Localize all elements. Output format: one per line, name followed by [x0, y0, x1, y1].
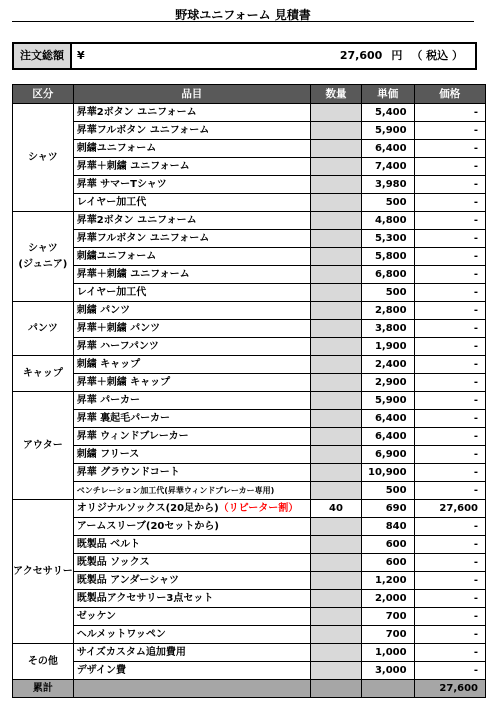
price-cell: -: [414, 536, 485, 554]
price-cell: -: [414, 374, 485, 392]
order-total-amount-group: [340, 44, 463, 68]
qty-input-cell[interactable]: [310, 644, 361, 662]
qty-input-cell[interactable]: [310, 464, 361, 482]
table-row: [13, 536, 486, 554]
item-label: レイヤー加工代: [76, 196, 147, 208]
sum-row: [13, 680, 486, 698]
unit-price-cell: 600: [362, 536, 415, 554]
unit-price-cell: 2,000: [362, 590, 415, 608]
qty-input-cell[interactable]: [310, 356, 361, 374]
item-label: 刺繍 フリース: [76, 448, 140, 460]
item-cell: [73, 428, 310, 446]
category-label: シャツ: [27, 151, 58, 163]
item-label: オリジナルソックス(20足から): [76, 502, 219, 514]
item-label: 既製品 ソックス: [76, 556, 150, 568]
order-total-unit: 円: [391, 49, 403, 62]
price-cell: -: [414, 644, 485, 662]
header-item: 品目: [73, 85, 310, 104]
order-total-box: [12, 42, 477, 70]
item-cell: [73, 554, 310, 572]
unit-price-cell: 5,800: [362, 248, 415, 266]
item-cell: [73, 248, 310, 266]
item-cell: [73, 518, 310, 536]
qty-input-cell[interactable]: [310, 248, 361, 266]
table-row: [13, 518, 486, 536]
item-cell: [73, 410, 310, 428]
table-row: [13, 122, 486, 140]
item-cell: [73, 140, 310, 158]
sum-empty: [362, 680, 415, 698]
unit-price-cell: 6,800: [362, 266, 415, 284]
qty-input-cell[interactable]: [310, 176, 361, 194]
item-label: ベンチレーション加工代(昇華ウィンドブレーカー専用): [76, 485, 275, 495]
qty-input-cell[interactable]: [310, 212, 361, 230]
item-cell: [73, 482, 310, 500]
estimate-table-body: [13, 104, 486, 698]
item-cell: [73, 158, 310, 176]
sum-label: 累計: [13, 680, 74, 698]
category-cell: [13, 644, 74, 680]
item-label: レイヤー加工代: [76, 286, 147, 298]
item-cell: [73, 176, 310, 194]
price-cell: -: [414, 392, 485, 410]
category-label: キャップ: [22, 367, 63, 379]
table-row: [13, 626, 486, 644]
unit-price-cell: 500: [362, 194, 415, 212]
item-cell: [73, 338, 310, 356]
price-cell: -: [414, 284, 485, 302]
table-row: [13, 320, 486, 338]
price-cell: -: [414, 482, 485, 500]
unit-price-cell: 1,900: [362, 338, 415, 356]
item-label: 刺繍ユニフォーム: [76, 250, 157, 262]
unit-price-cell: 3,980: [362, 176, 415, 194]
table-row: [13, 554, 486, 572]
unit-price-cell: 5,400: [362, 104, 415, 122]
table-row: [13, 248, 486, 266]
price-cell: -: [414, 662, 485, 680]
table-row: [13, 662, 486, 680]
item-label: サイズカスタム追加費用: [76, 646, 186, 658]
qty-input-cell[interactable]: [310, 626, 361, 644]
qty-input-cell[interactable]: [310, 590, 361, 608]
table-row: [13, 608, 486, 626]
unit-price-cell: 5,900: [362, 392, 415, 410]
unit-price-cell: 700: [362, 626, 415, 644]
item-label: 昇華 サマーTシャツ: [76, 178, 167, 190]
sum-empty: [73, 680, 310, 698]
item-label: 昇華 グラウンドコート: [76, 466, 180, 478]
unit-price-cell: 600: [362, 554, 415, 572]
unit-price-cell: 840: [362, 518, 415, 536]
table-row: [13, 410, 486, 428]
order-total-amount: 27,600: [339, 49, 383, 62]
item-cell: [73, 212, 310, 230]
qty-input-cell[interactable]: [310, 392, 361, 410]
item-cell: [73, 284, 310, 302]
qty-input-cell[interactable]: 40: [310, 500, 361, 518]
unit-price-cell: 6,400: [362, 140, 415, 158]
unit-price-cell: 2,400: [362, 356, 415, 374]
unit-price-cell: 7,400: [362, 158, 415, 176]
price-cell: -: [414, 464, 485, 482]
item-cell: [73, 266, 310, 284]
sum-amount: 27,600: [414, 680, 485, 698]
item-cell: [73, 302, 310, 320]
item-cell: [73, 590, 310, 608]
item-cell: [73, 626, 310, 644]
category-label: パンツ: [27, 322, 58, 334]
item-label: 昇華 裏起毛パーカー: [76, 412, 170, 424]
item-cell: [73, 500, 310, 518]
price-cell: -: [414, 518, 485, 536]
qty-input-cell[interactable]: [310, 104, 361, 122]
category-cell: [13, 104, 74, 212]
header-unit-price: 単価: [362, 85, 415, 104]
item-label: ゼッケン: [76, 610, 117, 622]
price-cell: -: [414, 410, 485, 428]
unit-price-cell: 6,400: [362, 428, 415, 446]
qty-input-cell[interactable]: [310, 572, 361, 590]
table-row: [13, 284, 486, 302]
table-row: [13, 158, 486, 176]
unit-price-cell: 500: [362, 482, 415, 500]
table-row: [13, 590, 486, 608]
item-label: アームスリーブ(20セットから): [76, 520, 219, 532]
category-label: シャツ: [27, 242, 58, 254]
table-row: [13, 230, 486, 248]
table-row: [13, 194, 486, 212]
unit-price-cell: 500: [362, 284, 415, 302]
qty-input-cell[interactable]: [310, 302, 361, 320]
title-divider: [12, 21, 474, 22]
qty-input-cell[interactable]: [310, 428, 361, 446]
price-cell: -: [414, 212, 485, 230]
item-label: 既製品アクセサリー3点セット: [76, 592, 214, 604]
qty-input-cell[interactable]: [310, 410, 361, 428]
item-label: ヘルメットワッペン: [76, 628, 166, 640]
qty-input-cell[interactable]: [310, 608, 361, 626]
table-header-row: [13, 85, 486, 104]
price-cell: -: [414, 302, 485, 320]
item-cell: [73, 536, 310, 554]
unit-price-cell: 690: [362, 500, 415, 518]
price-cell: -: [414, 428, 485, 446]
price-cell: -: [414, 176, 485, 194]
unit-price-cell: 1,200: [362, 572, 415, 590]
category-cell: [13, 392, 74, 500]
qty-input-cell[interactable]: [310, 122, 361, 140]
table-row: [13, 572, 486, 590]
price-cell: -: [414, 320, 485, 338]
sum-empty: [310, 680, 361, 698]
unit-price-cell: 10,900: [362, 464, 415, 482]
table-row: [13, 356, 486, 374]
qty-input-cell[interactable]: [310, 284, 361, 302]
price-cell: -: [414, 338, 485, 356]
table-row: [13, 500, 486, 518]
item-label: 刺繍ユニフォーム: [76, 142, 157, 154]
table-row: [13, 176, 486, 194]
header-qty: 数量: [310, 85, 361, 104]
item-cell: [73, 662, 310, 680]
table-row: [13, 338, 486, 356]
item-label: 昇華2ボタン ユニフォーム: [76, 214, 197, 226]
item-label: 昇華 ハーフパンツ: [76, 340, 159, 352]
item-label: 刺繍 パンツ: [76, 304, 131, 316]
category-cell: [13, 302, 74, 356]
item-label: 既製品 アンダーシャツ: [76, 574, 179, 586]
price-cell: -: [414, 122, 485, 140]
qty-input-cell[interactable]: [310, 320, 361, 338]
item-label: 昇華フルボタン ユニフォーム: [76, 124, 210, 136]
item-label: 既製品 ベルト: [76, 538, 141, 550]
category-label: アウター: [22, 439, 63, 451]
unit-price-cell: 6,900: [362, 446, 415, 464]
price-cell: -: [414, 230, 485, 248]
price-cell: -: [414, 158, 485, 176]
table-row: [13, 464, 486, 482]
item-label: 昇華 パーカー: [76, 394, 140, 406]
price-cell: -: [414, 608, 485, 626]
unit-price-cell: 3,000: [362, 662, 415, 680]
price-cell: -: [414, 266, 485, 284]
price-cell: -: [414, 554, 485, 572]
table-row: [13, 212, 486, 230]
price-cell: -: [414, 572, 485, 590]
item-label: デザイン費: [76, 664, 127, 676]
item-cell: [73, 194, 310, 212]
item-cell: [73, 644, 310, 662]
item-cell: [73, 464, 310, 482]
price-cell: -: [414, 356, 485, 374]
order-total-label: 注文総額: [14, 44, 72, 68]
header-category: 区分: [13, 85, 74, 104]
qty-input-cell[interactable]: [310, 338, 361, 356]
unit-price-cell: 2,800: [362, 302, 415, 320]
table-row: [13, 374, 486, 392]
header-price: 価格: [414, 85, 485, 104]
price-cell: -: [414, 446, 485, 464]
document-title: 野球ユニフォーム 見積書: [175, 8, 311, 22]
estimate-table: [12, 84, 486, 698]
unit-price-cell: 5,900: [362, 122, 415, 140]
qty-input-cell[interactable]: [310, 158, 361, 176]
price-cell: -: [414, 194, 485, 212]
table-row: [13, 392, 486, 410]
order-total-tax: （ 税込 ）: [411, 49, 463, 62]
price-cell: 27,600: [414, 500, 485, 518]
unit-price-cell: 3,800: [362, 320, 415, 338]
category-label: アクセサリー: [13, 565, 73, 577]
item-cell: [73, 392, 310, 410]
unit-price-cell: 2,900: [362, 374, 415, 392]
qty-input-cell[interactable]: [310, 230, 361, 248]
unit-price-cell: 700: [362, 608, 415, 626]
item-label: 刺繍 キャップ: [76, 358, 141, 370]
qty-input-cell[interactable]: [310, 662, 361, 680]
item-cell: [73, 374, 310, 392]
item-cell: [73, 356, 310, 374]
category-cell: [13, 500, 74, 644]
item-label: 昇華フルボタン ユニフォーム: [76, 232, 210, 244]
qty-input-cell[interactable]: [310, 554, 361, 572]
table-row: [13, 104, 486, 122]
category-cell: [13, 356, 74, 392]
price-cell: -: [414, 140, 485, 158]
qty-input-cell[interactable]: [310, 482, 361, 500]
item-cell: [73, 320, 310, 338]
price-cell: -: [414, 104, 485, 122]
table-row: [13, 446, 486, 464]
item-cell: [73, 122, 310, 140]
table-row: [13, 266, 486, 284]
item-cell: [73, 230, 310, 248]
table-row: [13, 140, 486, 158]
category-label: (ジュニア): [18, 258, 68, 270]
qty-input-cell[interactable]: [310, 536, 361, 554]
qty-input-cell[interactable]: [310, 194, 361, 212]
unit-price-cell: 4,800: [362, 212, 415, 230]
unit-price-cell: 1,000: [362, 644, 415, 662]
item-cell: [73, 608, 310, 626]
unit-price-cell: 6,400: [362, 410, 415, 428]
qty-input-cell[interactable]: [310, 518, 361, 536]
item-label: 昇華＋刺繍 ユニフォーム: [76, 160, 190, 172]
item-cell: [73, 104, 310, 122]
table-row: [13, 482, 486, 500]
table-row: [13, 302, 486, 320]
price-cell: -: [414, 590, 485, 608]
qty-input-cell[interactable]: [310, 140, 361, 158]
category-cell: [13, 212, 74, 302]
yen-symbol: ¥: [77, 49, 85, 62]
price-cell: -: [414, 626, 485, 644]
qty-input-cell[interactable]: [310, 446, 361, 464]
item-label: 昇華＋刺繍 パンツ: [76, 322, 161, 334]
item-label: 昇華＋刺繍 ユニフォーム: [76, 268, 190, 280]
item-label: 昇華 ウィンドブレーカー: [76, 430, 189, 442]
category-label: その他: [27, 655, 58, 667]
item-label: 昇華2ボタン ユニフォーム: [76, 106, 197, 118]
table-row: [13, 428, 486, 446]
price-cell: -: [414, 248, 485, 266]
item-cell: [73, 572, 310, 590]
item-label: 昇華＋刺繍 キャップ: [76, 376, 171, 388]
unit-price-cell: 5,300: [362, 230, 415, 248]
table-row: [13, 644, 486, 662]
qty-input-cell[interactable]: [310, 374, 361, 392]
item-cell: [73, 446, 310, 464]
qty-input-cell[interactable]: [310, 266, 361, 284]
item-note: （リピーター割）: [218, 502, 299, 514]
